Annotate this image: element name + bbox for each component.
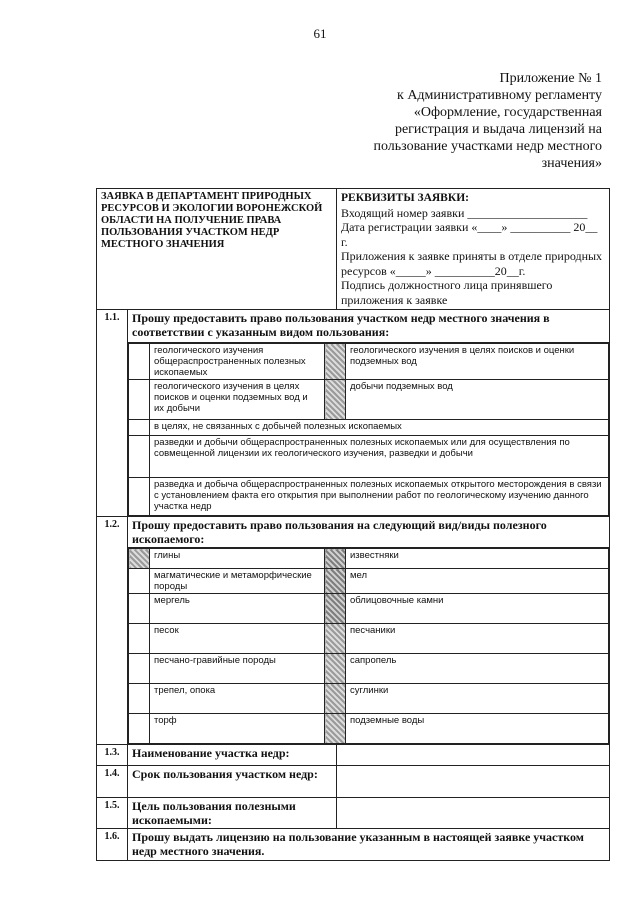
section-number: 1.2.	[97, 517, 128, 745]
option-label: глины	[150, 549, 325, 569]
application-form	[96, 188, 610, 861]
checkbox[interactable]	[129, 436, 150, 478]
section-1-1-question: Прошу предоставить право пользования участком недр местного значения в соответствии с указанным видом пользования:	[128, 310, 610, 343]
subsoil-area-name-field[interactable]	[337, 745, 610, 766]
appendix-line: Приложение № 1	[499, 71, 602, 86]
section-number: 1.1.	[97, 310, 128, 517]
option-label: облицовочные камни	[346, 594, 609, 624]
appendix-line: «Оформление, государственная	[413, 105, 602, 120]
appendix-line: значения»	[541, 156, 602, 171]
checkbox[interactable]	[325, 569, 346, 594]
checkbox[interactable]	[129, 549, 150, 569]
checkbox[interactable]	[129, 380, 150, 420]
appendix-line: регистрация и выдача лицензий на	[394, 122, 602, 137]
checkbox[interactable]	[325, 549, 346, 569]
registration-date-field[interactable]: Дата регистрации заявки «____» __________ 20__ г.	[341, 220, 598, 249]
option-label: магматические и метаморфические породы	[150, 569, 325, 594]
option-label: в целях, не связанных с добычей полезных ископаемых	[150, 420, 609, 436]
checkbox[interactable]	[129, 478, 150, 516]
page-number: 61	[313, 26, 327, 41]
checkbox[interactable]	[129, 624, 150, 654]
checkbox[interactable]	[325, 344, 346, 380]
checkbox[interactable]	[129, 594, 150, 624]
section-1-4-label: Срок пользования участком недр:	[128, 766, 337, 798]
section-1-5-label: Цель пользования полезными ископаемыми:	[128, 798, 337, 829]
incoming-number-field[interactable]: Входящий номер заявки ____________________	[341, 205, 588, 220]
option-label: мел	[346, 569, 609, 594]
checkbox[interactable]	[129, 684, 150, 714]
section-number: 1.6.	[97, 829, 128, 861]
signature-field[interactable]: Подпись должностного лица принявшего приложения к заявке	[341, 278, 553, 307]
checkbox[interactable]	[129, 714, 150, 744]
application-details	[337, 189, 610, 310]
checkbox[interactable]	[129, 420, 150, 436]
details-title: РЕКВИЗИТЫ ЗАЯВКИ:	[341, 192, 469, 204]
section-number: 1.4.	[97, 766, 128, 798]
option-label: известняки	[346, 549, 609, 569]
usage-term-field[interactable]	[337, 766, 610, 798]
checkbox[interactable]	[325, 594, 346, 624]
option-label: разведка и добыча общераспространенных полезных ископаемых открытого месторождения в связи с установлением факта его открытия при выполнении работ по геологическому изучению данного участка недр	[150, 478, 609, 516]
mineral-type-options	[128, 548, 609, 744]
checkbox[interactable]	[325, 714, 346, 744]
usage-type-options	[128, 343, 609, 516]
checkbox[interactable]	[325, 654, 346, 684]
option-label: трепел, опока	[150, 684, 325, 714]
option-label: геологического изучения в целях поисков и оценки подземных вод и их добычи	[150, 380, 325, 420]
option-label: геологического изучения общераспространенных полезных ископаемых	[150, 344, 325, 380]
checkbox[interactable]	[325, 380, 346, 420]
checkbox[interactable]	[325, 624, 346, 654]
option-label: разведки и добычи общераспространенных полезных ископаемых или для осуществления по совмещенной лицензии их геологического изучения, разведки и добычи	[150, 436, 609, 478]
option-label: сапропель	[346, 654, 609, 684]
form-title: ЗАЯВКА В ДЕПАРТАМЕНТ ПРИРОДНЫХ РЕСУРСОВ И ЭКОЛОГИИ ВОРОНЕЖСКОЙ ОБЛАСТИ НА ПОЛУЧЕНИЕ ПРАВА ПОЛЬЗОВАНИЯ УЧАСТКОМ НЕДР МЕСТНОГО ЗНАЧЕНИЯ	[97, 189, 337, 310]
section-1-3-label: Наименование участка недр:	[128, 745, 337, 766]
appendix-heading	[302, 70, 602, 172]
section-1-6-label: Прошу выдать лицензию на пользование указанным в настоящей заявке участком недр местного значения.	[128, 829, 610, 861]
checkbox[interactable]	[129, 654, 150, 684]
attachments-field[interactable]: Приложения к заявке приняты в отделе природных ресурсов «_____» __________20__г.	[341, 249, 603, 278]
option-label: добычи подземных вод	[346, 380, 609, 420]
section-number: 1.5.	[97, 798, 128, 829]
option-label: песчаники	[346, 624, 609, 654]
section-number: 1.3.	[97, 745, 128, 766]
usage-purpose-field[interactable]	[337, 798, 610, 829]
option-label: подземные воды	[346, 714, 609, 744]
option-label: торф	[150, 714, 325, 744]
appendix-line: к Административному регламенту	[397, 88, 602, 103]
checkbox[interactable]	[129, 344, 150, 380]
option-label: песчано-гравийные породы	[150, 654, 325, 684]
option-label: песок	[150, 624, 325, 654]
checkbox[interactable]	[129, 569, 150, 594]
option-label: мергель	[150, 594, 325, 624]
option-label: геологического изучения в целях поисков и оценки подземных вод	[346, 344, 609, 380]
checkbox[interactable]	[325, 684, 346, 714]
section-1-2-question: Прошу предоставить право пользования на следующий вид/виды полезного ископаемого:	[128, 517, 610, 548]
appendix-line: пользование участками недр местного	[373, 139, 602, 154]
option-label: суглинки	[346, 684, 609, 714]
